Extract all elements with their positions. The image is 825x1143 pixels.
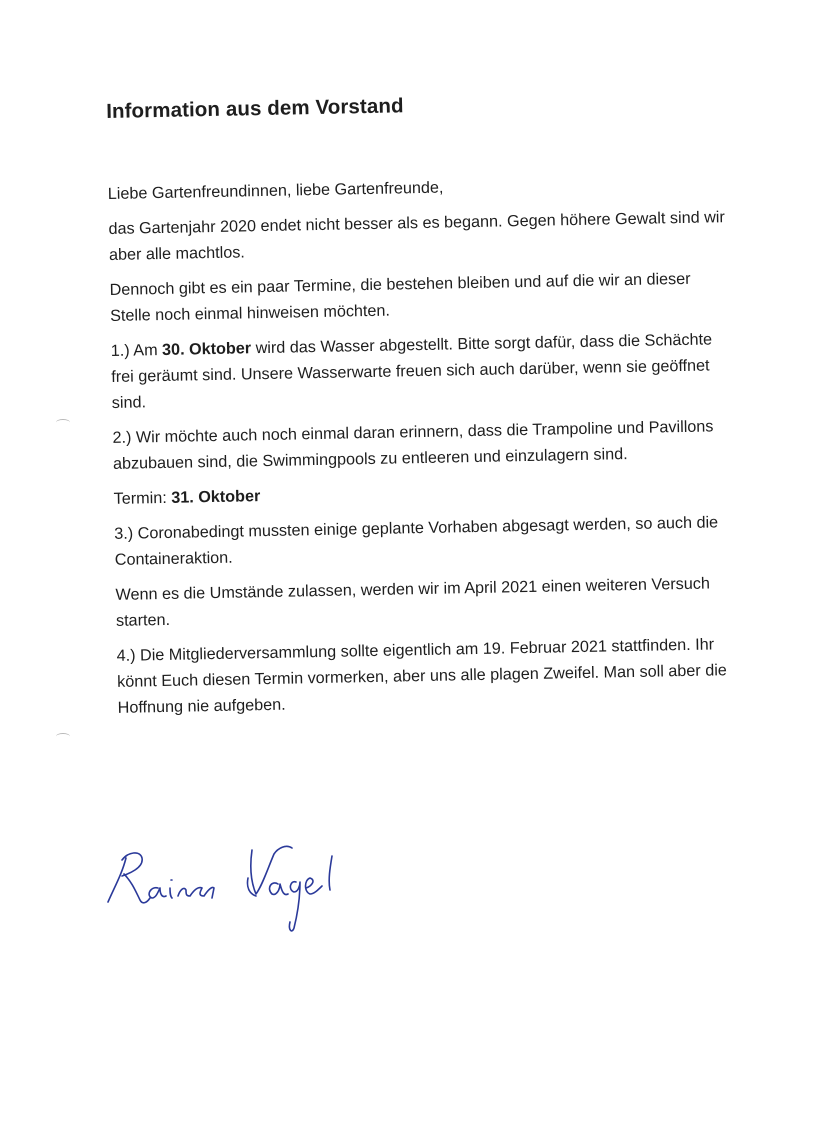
dates-intro-paragraph: Dennoch gibt es ein paar Termine, die bestehen bleiben und auf die wir an dieser Stelle noch einmal hinweisen möchten. — [109, 269, 691, 325]
item-1-text: wird das Wasser abgestellt. Bitte sorgt dafür, dass die Schächte frei geräumt sind. Unsere Wasserwarte freuen sich auch darüber, wenn sie geöffnet sind. — [111, 330, 713, 412]
deadline-line — [113, 474, 733, 512]
item-3-followup-paragraph: Wenn es die Umstände zulassen, werden wir im April 2021 einen weiteren Versuch starten. — [115, 574, 711, 630]
deadline-label: Termin: — [113, 488, 172, 508]
salutation: Liebe Gartenfreundinnen, liebe Gartenfreunde, — [107, 178, 444, 203]
scan-artifact — [56, 733, 70, 740]
page-title: Information aus dem Vorstand — [106, 94, 404, 123]
water-shutoff-date: 30. Oktober — [161, 339, 252, 359]
item-2-paragraph: 2.) Wir möchte auch noch einmal daran erinnern, dass die Trampoline und Pavillons abzubauen sind, die Swimmingpools zu entleeren und einzulagern sind. — [112, 417, 714, 473]
item-1-paragraph — [111, 326, 732, 416]
item-3-paragraph: 3.) Coronabedingt mussten einige geplante Vorhaben abgesagt werden, so auch die Containeraktion. — [114, 513, 719, 569]
item-4-paragraph: 4.) Die Mitgliederversammlung sollte eigentlich am 19. Februar 2021 stattfinden. Ihr könnt Euch diesen Termin vormerken, aber uns alle plagen Zweifel. Man soll aber die Hoffnung nie aufgeben. — [116, 635, 727, 717]
letter-body — [106, 88, 738, 730]
intro-paragraph: das Gartenjahr 2020 endet nicht besser als es begann. Gegen höhere Gewalt sind wir aber alle machtlos. — [108, 208, 725, 264]
item-1-prefix: 1.) Am — [110, 340, 163, 360]
handwritten-signature — [100, 838, 370, 938]
scan-artifact — [56, 419, 70, 426]
deadline-date: 31. Oktober — [171, 487, 261, 507]
